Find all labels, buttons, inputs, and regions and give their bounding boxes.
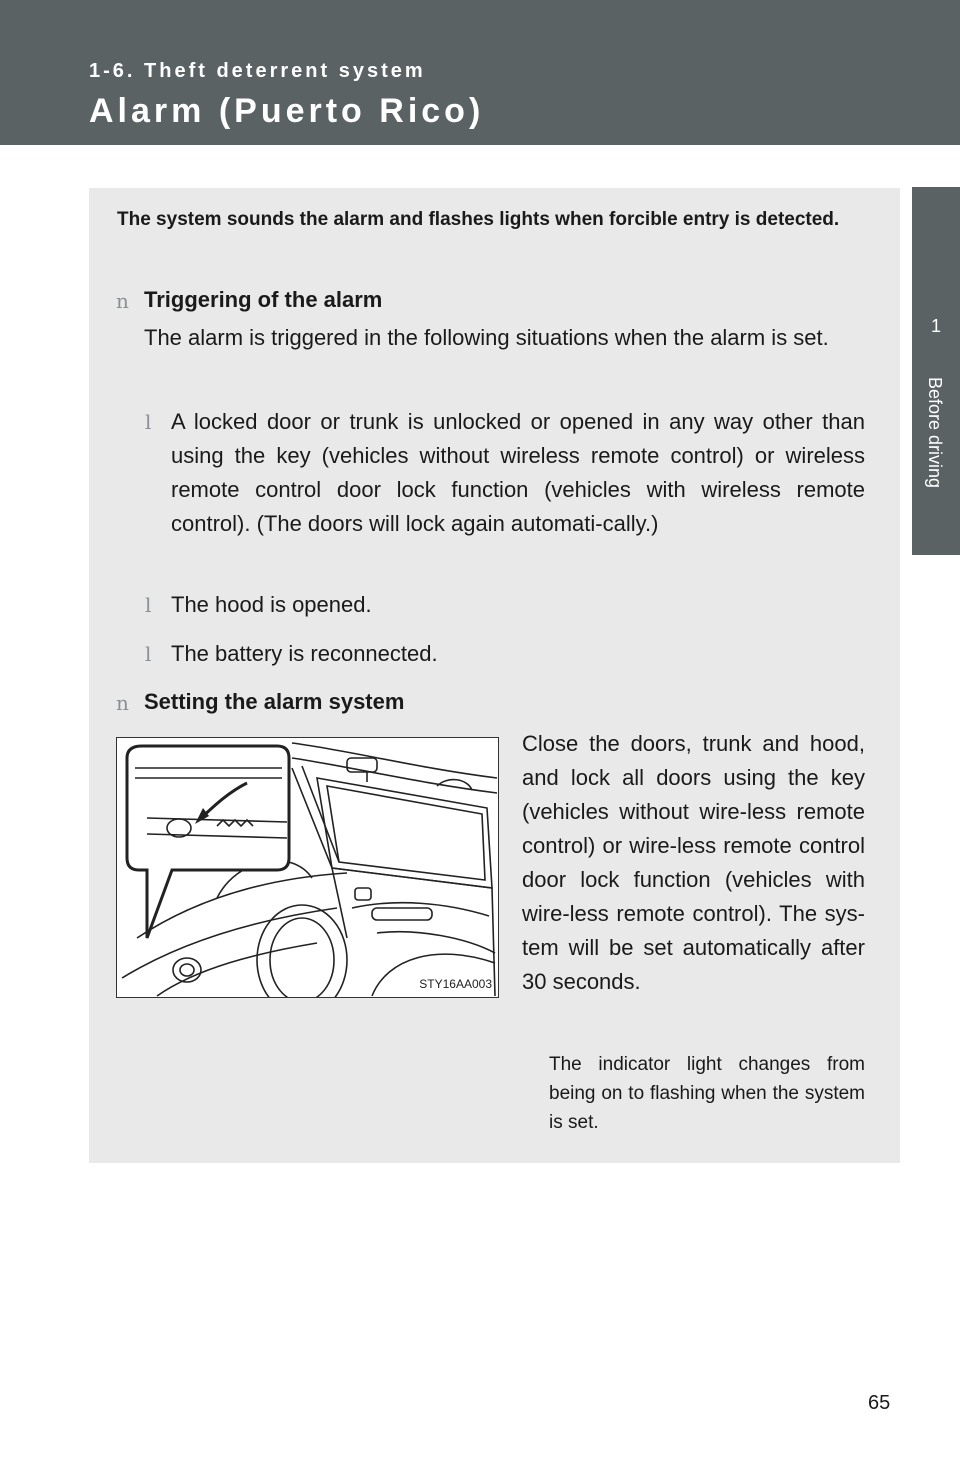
page-number: 65	[868, 1392, 891, 1414]
heading-setting	[116, 689, 405, 715]
bullet-text: The battery is reconnected.	[171, 641, 438, 666]
car-interior-drawing	[117, 738, 498, 997]
indicator-note: The indicator light changes from being on to flashing when the system is set.	[549, 1054, 865, 1133]
chapter-tab	[912, 187, 960, 555]
figure-code: STY16AA003	[419, 977, 492, 991]
chapter-name: Before driving	[925, 377, 945, 489]
setting-description: Close the doors, trunk and hood, and lock all doors using the key (vehicles without wire-less remote control) or wire-less remote control door lock function (vehicles with wire-less remote control). The sys-tem will be set automatically after 30 seconds.	[522, 731, 865, 994]
bullet-item	[145, 405, 865, 541]
heading-marker: n	[116, 289, 129, 313]
section-label: 1-6. Theft deterrent system	[89, 60, 426, 82]
bullet-marker: l	[145, 410, 152, 434]
page-header	[0, 0, 960, 145]
heading-marker: n	[116, 691, 129, 715]
page-title: Alarm (Puerto Rico)	[89, 92, 485, 130]
bullet-item	[145, 637, 865, 671]
intro-text: The system sounds the alarm and flashes lights when forcible entry is detected.	[117, 209, 840, 230]
heading-text: Triggering of the alarm	[144, 287, 383, 312]
triggering-description: The alarm is triggered in the following situations when the alarm is set.	[144, 325, 829, 350]
heading-triggering	[116, 287, 383, 313]
dashboard-illustration	[116, 737, 499, 998]
bullet-text: The hood is opened.	[171, 592, 372, 617]
bullet-text: A locked door or trunk is unlocked or opened in any way other than using the key (vehicles without wireless remote control) or wireless remote control door lock function (vehicles with wireless remote control). (The doors will lock again automati-cally.)	[171, 409, 865, 536]
bullet-marker: l	[145, 593, 152, 617]
heading-text: Setting the alarm system	[144, 689, 405, 714]
chapter-number: 1	[930, 316, 941, 336]
bullet-item	[145, 588, 865, 622]
bullet-marker: l	[145, 642, 152, 666]
